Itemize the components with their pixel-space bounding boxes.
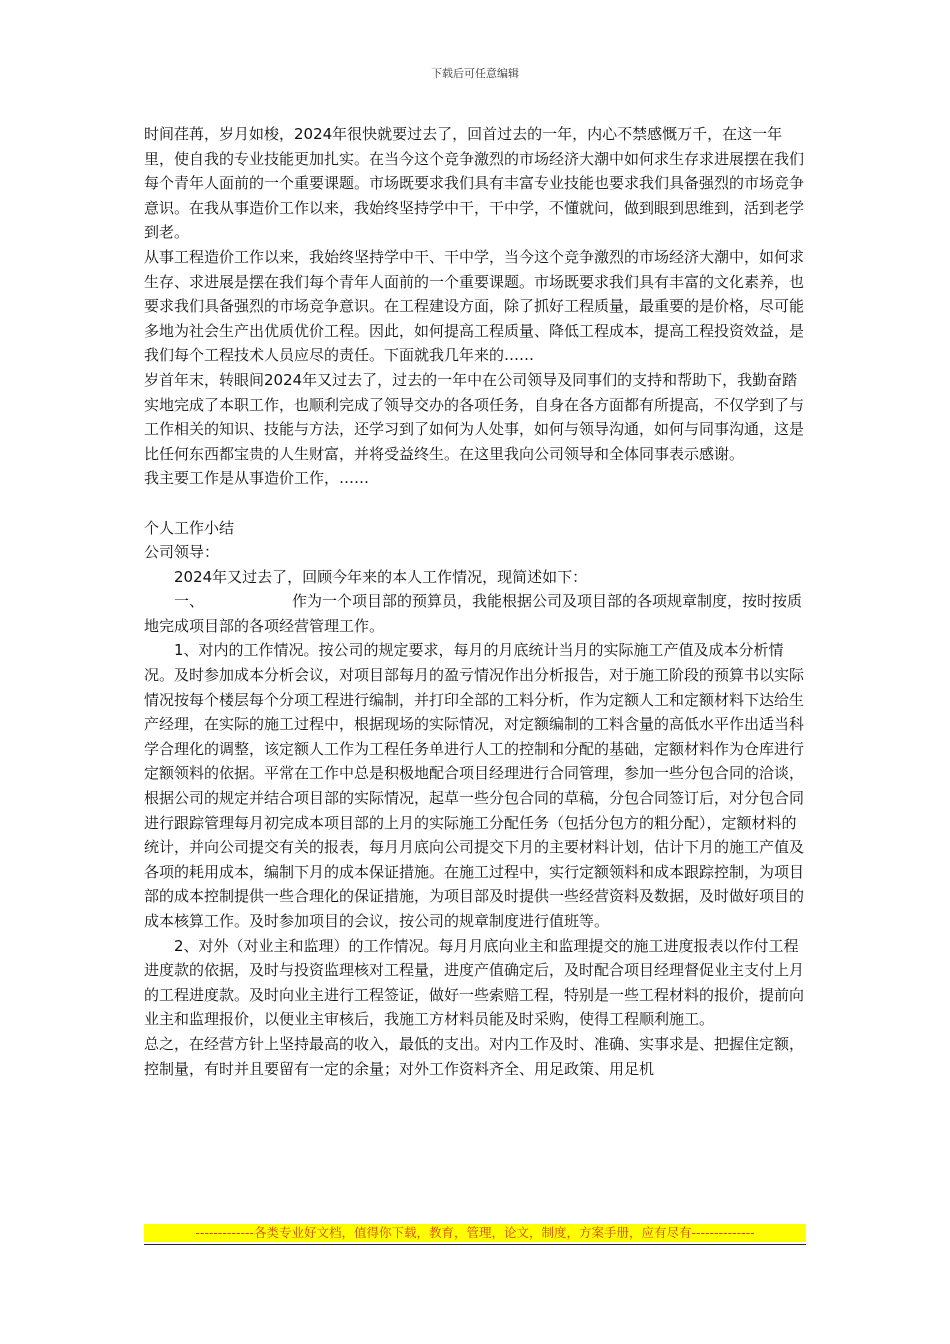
paragraph: 岁首年末，转眼间2024年又过去了，过去的一年中在公司领导及同事们的支持和帮助下，我勤奋踏实地完成了本职工作，也顺利完成了领导交办的各项任务，自身在各方面都有所提高，不仅学到了与工作相关的知识、技能与方法，还学习到了如何为人处事，如何与领导沟通，如何与同事沟通，这是比任何东西都宝贵的人生财富，并将受益终生。在这里我向公司领导和全体同事表示感谢。 — [144, 370, 805, 463]
summary-title: 个人工作小结 — [144, 518, 235, 537]
item-internal-work: 1、对内的工作情况。按公司的规定要求，每月的月底统计当月的实际施工产值及成本分析情况。及时参加成本分析会议，对项目部每月的盈亏情况作出分析报告，对于施工阶段的预算书以实际情况按每个楼层每个分项工程进行编制，并打印全部的工料分析，作为定额人工和定额材料下达给生产经理，在实际的施工过程中，根据现场的实际情况，对定额编制的工料含量的高低水平作出适当科学合理化的调整，该定额人工作为工程任务单进行人工的控制和分配的基础，定额材料作为仓库进行定额领料的依据。平常在工作中总是积极地配合项目经理进行合同管理，参加一些分包合同的洽谈，根据公司的规定并结合项目部的实际情况，起草一些分包合同的草稿，分包合同签订后，对分包合同进行跟踪管理每月初完成本项目部的上月的实际施工分配任务（包括分包方的粗分配），定额材料的统计，并向公司提交有关的报表，每月月底向公司提交下月的主要材料计划，估计下月的施工产值及各项的耗用成本，编制下月的成本保证措施。在施工过程中，实行定额领料和成本跟踪控制，为项目部的成本控制提供一些合理化的保证措施，为项目部及时提供一些经营资料及数据，及时做好项目的成本核算工作。及时参加项目的会议，按公司的规章制度进行值班等。 — [144, 641, 805, 930]
paragraph: 时间荏苒，岁月如梭，2024年很快就要过去了，回首过去的一年，内心不禁感慨万千，在这一年里，使自我的专业技能更加扎实。在当今这个竞争激烈的市场经济大潮中如何求生存求进展摆在我们每个青年人面前的一个重要课题。市场既要求我们具有丰富专业技能也要求我们具备强烈的市场竞争意识。在我从事造价工作以来，我始终坚持学中干，干中学，不懂就问，做到眼到思维到，活到老学到老。 — [144, 125, 805, 242]
conclusion-paragraph: 总之，在经营方针上坚持最高的收入，最低的支出。对内工作及时、准确、实事求是、把握住定额，控制量，有时并且要留有一定的余量；对外工作资料齐全、用足政策、用足机 — [144, 1034, 805, 1078]
footer-banner: -------------各类专业好文档，值得你下载，教育，管理，论文，制度，方案手册，应有尽有-------------- — [144, 1224, 806, 1242]
section-text: 作为一个项目部的预算员，我能根据公司及项目部的各项规章制度，按时按质地完成项目部的各项经营管理工作。 — [144, 592, 803, 635]
section-number: 一、 — [174, 592, 205, 611]
page-header: 下载后可任意编辑 — [431, 67, 519, 80]
item-external-work: 2、对外（对业主和监理）的工作情况。每月月底向业主和监理提交的施工进度报表以作付工程进度款的依据，及时与投资监理核对工程量，进度产值确定后，及时配合项目经理督促业主支付上月的工程进度款。及时向业主进行工程签证，做好一些索赔工程，特别是一些工程材料的报价，提前向业主和监理报价，以便业主审核后，我施工方材料员能及时采购，使得工程顺利施工。 — [144, 936, 805, 1029]
paragraph: 从事工程造价工作以来，我始终坚持学中干、干中学，当今这个竞争激烈的市场经济大潮中，如何求生存、求进展是摆在我们每个青年人面前的一个重要课题。市场既要求我们具有丰富的文化素养，也要求我们具备强烈的市场竞争意识。在工程建设方面，除了抓好工程质量，最重要的是价格，尽可能多地为社会生产出优质优价工程。因此，如何提高工程质量、降低工程成本，提高工程投资效益，是我们每个工程技术人员应尽的责任。下面就我几年来的…… — [144, 247, 805, 365]
section-one — [144, 589, 809, 638]
paragraph: 我主要工作是从事造价工作，…… — [144, 469, 370, 488]
salutation: 公司领导： — [144, 543, 220, 562]
intro-paragraph: 2024年又过去了，回顾今年来的本人工作情况，现简述如下： — [174, 567, 588, 586]
document-body — [144, 122, 809, 1081]
spacer — [144, 491, 809, 516]
footer-divider — [144, 1244, 806, 1245]
